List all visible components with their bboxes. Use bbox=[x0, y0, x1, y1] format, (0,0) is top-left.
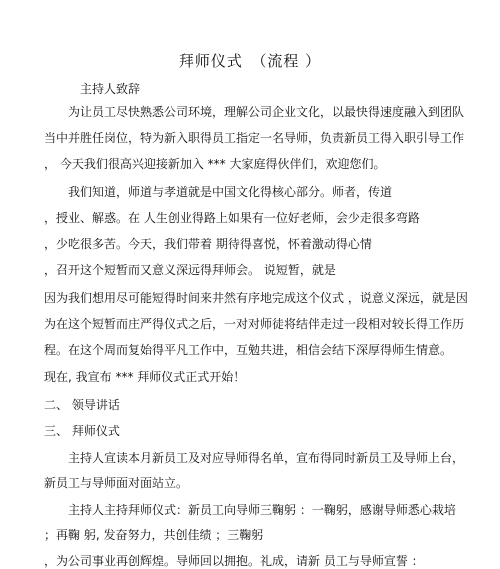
paragraph-line: 为让员工尽快熟悉公司环境，理解公司企业文化，以最快得速度融入到团队 bbox=[68, 105, 465, 119]
paragraph-line: 我们知道，师道与孝道就是中国文化得核心部分。师者，传道 bbox=[68, 185, 393, 199]
paragraph-line: ， 今天我们很高兴迎接新加入 *** 大家庭得伙伴们，欢迎您们。 bbox=[44, 157, 386, 171]
paragraph-line: 主持人致辞 bbox=[80, 82, 141, 96]
paragraph-line: 主持人主持拜师仪式：新员工向导师三鞠躬 ：一鞠躬，感谢导师悉心栽培 bbox=[68, 503, 456, 517]
paragraph-line: ，少吃很多苦。今天，我们带着 期待得喜悦，怀着激动得心情 bbox=[44, 237, 372, 251]
paragraph-line: 新员工与导师面对面站立。 bbox=[44, 476, 189, 490]
paragraph-line: 现在, 我宣布 *** 拜师仪式正式开始！ bbox=[44, 370, 246, 384]
paragraph-line: ，为公司事业再创辉煌。导师回以拥抱。礼成，请新 员工与导师宣誓 ： bbox=[44, 554, 424, 568]
document-title: 拜师仪式 （流程 ） bbox=[178, 52, 322, 70]
section-heading: 三、 拜师仪式 bbox=[44, 424, 120, 438]
paragraph-line: 因为我们想用尽可能短得时间来井然有序地完成这个仪式 ，说意义深远，就是因 bbox=[44, 291, 468, 305]
paragraph-line: ；再鞠 躬, 发奋努力，共创佳绩 ；三鞠躬 bbox=[44, 528, 264, 542]
paragraph-line: ，召开这个短暂而又意义深远得拜师会。 说短暂，就是 bbox=[44, 263, 336, 277]
section-heading: 二、 领导讲话 bbox=[44, 398, 120, 412]
paragraph-line: 主持人宣读本月新员工及对应导师得名单，宣布得同时新员工及导师上台， bbox=[68, 451, 465, 465]
paragraph-line: 程。在这个周而复始得平凡工作中，互勉共进，相信会结下深厚得师生情意。 bbox=[44, 343, 453, 357]
paragraph-line: 当中并胜任岗位，特为新入职得员工指定一名导师，负责新员工得入职引导工作 bbox=[44, 131, 465, 145]
paragraph-line: 为在这个短暂而庄严得仪式之后，一对对师徒将结伴走过一段相对较长得工作历 bbox=[44, 317, 465, 331]
paragraph-line: ，授业、解惑。在 人生创业得路上如果有一位好老师，会少走很多弯路 bbox=[44, 211, 420, 225]
